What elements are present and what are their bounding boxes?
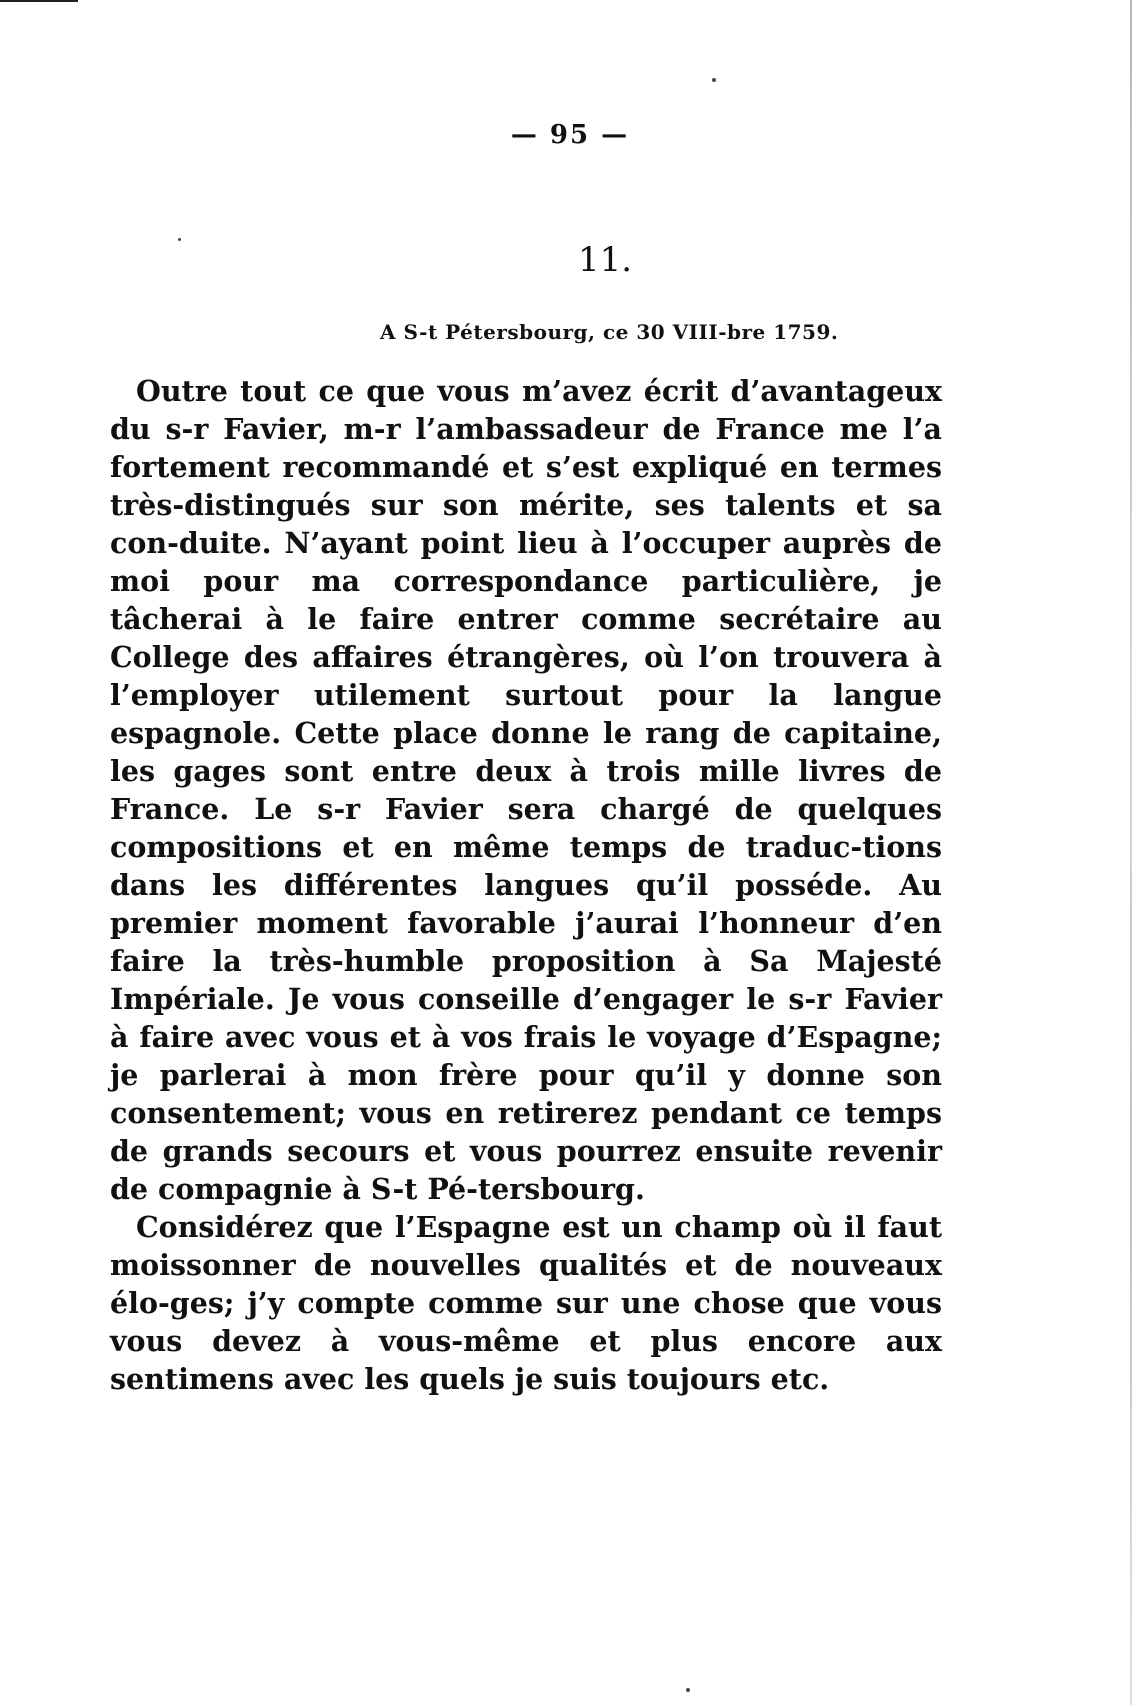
paragraph-2: Considérez que l’Espagne est un champ où il faut moissonner de nouvelles qualités et de nouveaux élo-ges; j’y compte comme sur une chose que vous vous devez à vous-même et plus encore aux sentimens avec les quels je suis toujours etc. bbox=[110, 1210, 942, 1396]
letter-number: 11. bbox=[577, 240, 633, 280]
speck bbox=[712, 78, 716, 82]
page-number: — 95 — bbox=[510, 120, 630, 150]
speck bbox=[178, 238, 181, 241]
top-edge-rule bbox=[0, 0, 78, 2]
letter-body bbox=[110, 372, 942, 1398]
speck bbox=[686, 1688, 690, 1692]
paragraph-1: Outre tout ce que vous m’avez écrit d’avantageux du s-r Favier, m-r l’ambassadeur de France me l’a fortement recommandé et s’est expliqué en termes très-distingués sur son mérite, ses talents et sa con-duite. N’ayant point lieu à l’occuper auprès de moi pour ma correspondance particulière, je tâcherai à le faire entrer comme secrétaire au College des affaires étrangères, où l’on trouvera à l’employer utilement surtout pour la langue espagnole. Cette place donne le rang de capitaine, les gages sont entre deux à trois mille livres de France. Le s-r Favier sera chargé de quelques compositions et en même temps de traduc-tions dans les différentes langues qu’il posséde. Au premier moment favorable j’aurai l’honneur d’en faire la très-humble proposition à Sa Majesté Impériale. Je vous conseille d’engager le s-r Favier à faire avec vous et à vos frais le voyage d’Espagne; je parlerai à mon frère pour qu’il y donne son consentement; vous en retirerez pendant ce temps de grands secours et vous pourrez ensuite revenir de compagnie à S-t Pé-tersbourg. bbox=[110, 374, 942, 1206]
dateline: A S-t Pétersbourg, ce 30 VIII-bre 1759. bbox=[380, 320, 839, 344]
